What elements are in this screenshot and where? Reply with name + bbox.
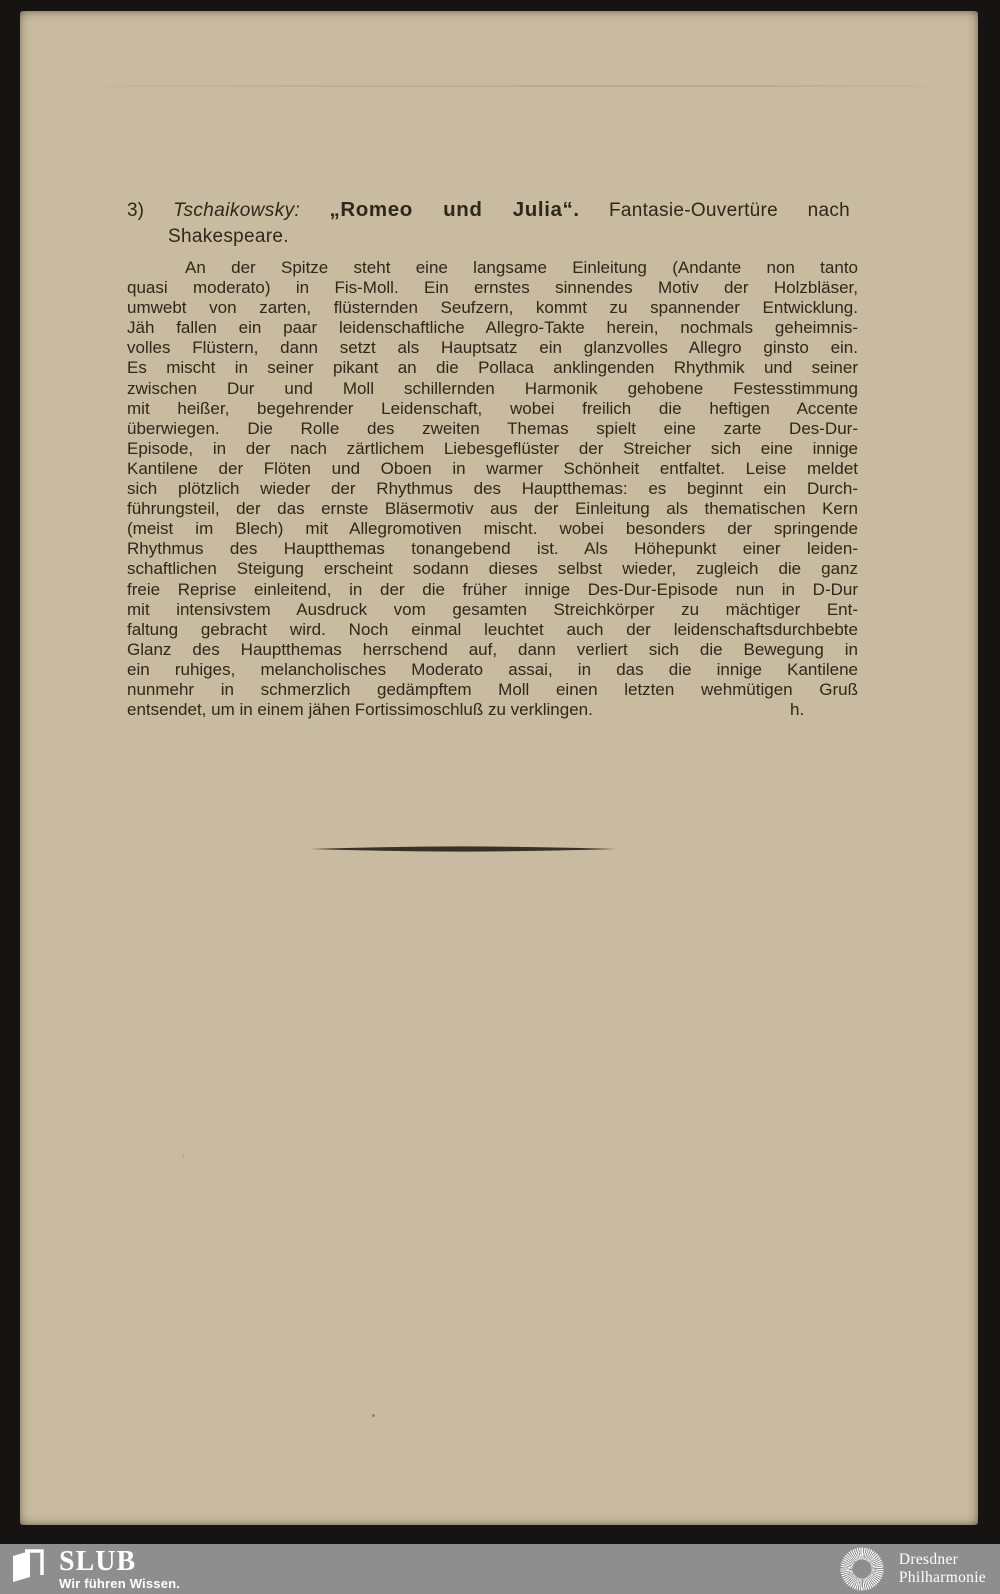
body-text-line: nunmehr in schmerzlich gedämpftem Moll einen letzten wehmütigen Gruß [127, 679, 858, 699]
slub-book-icon [11, 1548, 45, 1589]
slub-tagline: Wir führen Wissen. [59, 1575, 181, 1591]
work-title: „Romeo und Julia“. [329, 198, 580, 221]
partner-wordmark [899, 1551, 986, 1587]
partner-name-line1: Dresdner [898, 1551, 959, 1568]
work-subtitle-continued: Shakespeare. [168, 226, 289, 247]
body-text-line: An der Spitze steht eine langsame Einleitung (Andante non tanto [185, 258, 858, 277]
body-text-line: Rhythmus des Hauptthemas tonangebend ist. Als Höhepunkt einer leiden- [127, 539, 858, 559]
partner-logo[interactable] [839, 1546, 1000, 1592]
body-text-line: faltung gebracht wird. Noch einmal leuchtet auch der leidenschaftsdurchbebte [127, 619, 858, 639]
body-text-line: schaftlichen Steigung erscheint sodann dieses selbst wieder, zugleich die ganz [127, 559, 858, 579]
heading-line [127, 197, 850, 224]
program-note-text [127, 258, 858, 720]
body-text-line: zwischen Dur und Moll schillernden Harmonik gehobene Festesstimmung [127, 378, 858, 398]
work-subtitle: Fantasie-Ouvertüre nach [608, 200, 851, 221]
body-text-line: freie Reprise einleitend, in der die früher innige Des-Dur-Episode nun in D-Dur [127, 579, 858, 599]
swelled-rule-shape [310, 844, 616, 854]
slub-wordmark [59, 1545, 181, 1591]
body-text-line: volles Flüstern, dann setzt als Hauptsatz ein glanzvolles Allegro ginsto ein. [127, 338, 858, 358]
author-initial: h. [790, 700, 805, 720]
body-text-line [127, 700, 858, 720]
slub-logo[interactable] [0, 1545, 181, 1591]
body-text-line: mit heißer, begehrender Leidenschaft, wobei freilich die heftigen Accente [127, 398, 858, 418]
philharmonie-sunburst-icon [839, 1546, 885, 1592]
body-text-line: (meist im Blech) mit Allegromotiven mischt. wobei besonders der springende [127, 519, 858, 539]
body-text-line: Episode, in der nach zärtlichem Liebesgeflüster der Streicher sich eine innige [127, 438, 858, 458]
body-text-line: umwebt von zarten, flüsternden Seufzern, kommt zu spannender Entwicklung. [127, 298, 858, 318]
section-heading [127, 197, 850, 249]
body-text-line: Es mischt in seiner pikant an die Pollaca anklingenden Rhythmik und seiner [127, 358, 858, 378]
body-text-line: Jäh fallen ein paar leidenschaftliche Allegro-Takte herein, nochmals geheimnis- [127, 318, 858, 338]
composer-name: Tschaikowsky: [173, 200, 301, 221]
body-text-line: sich plötzlich wieder der Rhythmus des Hauptthemas: es beginnt ein Durch- [127, 479, 858, 499]
body-text-last-line: entsendet, um in einem jähen Fortissimoschluß zu verklingen. [127, 700, 593, 720]
partner-name-line2: Philharmonie [898, 1569, 986, 1586]
slub-name: SLUB [59, 1545, 137, 1577]
body-text-line: mit intensivstem Ausdruck vom gesamten Streichkörper zu mächtiger Ent- [127, 599, 858, 619]
body-text-line: überwiegen. Die Rolle des zweiten Themas spielt eine zarte Des-Dur- [127, 418, 858, 438]
decorative-rule [310, 841, 616, 851]
body-text-line: Kantilene der Flöten und Oboen in warmer Schönheit entfaltet. Leise meldet [127, 458, 858, 478]
item-number: 3) [127, 200, 144, 221]
scanned-page [20, 11, 978, 1525]
body-text-line: ein ruhiges, melancholisches Moderato assai, in das die innige Kantilene [127, 659, 858, 679]
viewer-footer [0, 1544, 1000, 1594]
body-text-line: quasi moderato) in Fis-Moll. Ein ernstes sinnendes Motiv der Holzbläser, [127, 278, 858, 298]
body-text-line: führungsteil, der das ernste Bläsermotiv aus der Einleitung als thematischen Kern [127, 499, 858, 519]
body-text-line: Glanz des Hauptthemas herrschend auf, dann verliert sich die Bewegung in [127, 639, 858, 659]
